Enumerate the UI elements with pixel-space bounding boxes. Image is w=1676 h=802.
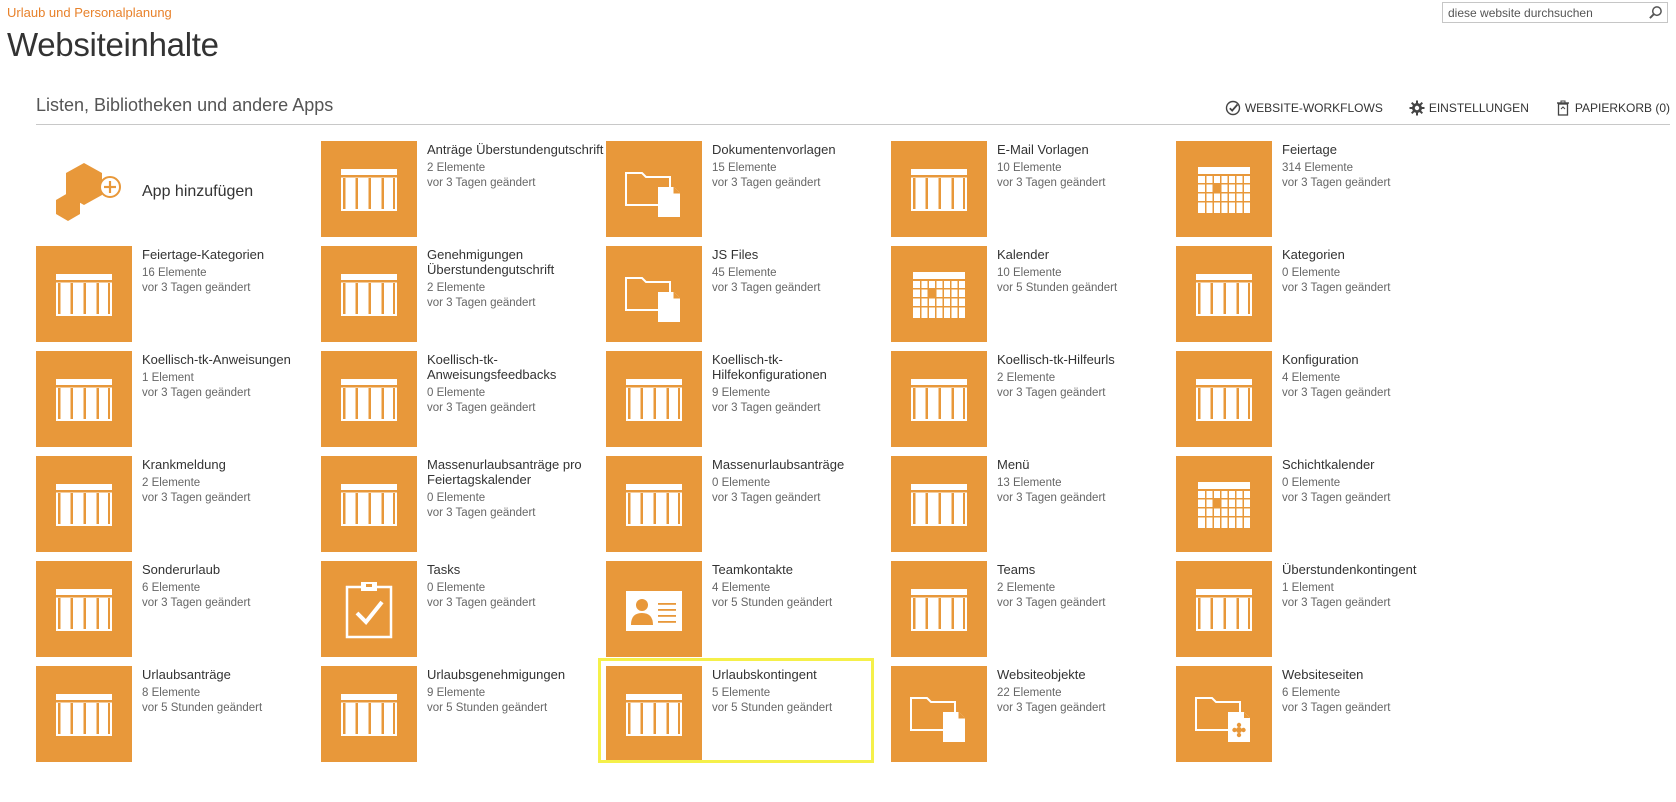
app-tile-modified: vor 3 Tagen geändert (427, 402, 536, 414)
app-tile-modified: vor 3 Tagen geändert (142, 492, 251, 504)
settings-label: EINSTELLUNGEN (1428, 101, 1529, 115)
app-tile-modified: vor 3 Tagen geändert (427, 597, 536, 609)
search-icon[interactable] (1648, 5, 1663, 20)
page-title: Websiteinhalte (7, 26, 219, 63)
app-tile-title[interactable]: Websiteseiten (1282, 667, 1364, 682)
recycle-bin-label: PAPIERKORB (0) (1574, 101, 1670, 115)
app-tile-modified: vor 3 Tagen geändert (997, 702, 1106, 714)
app-tile-websiteseiten[interactable] (1176, 666, 1476, 766)
app-tile-konfiguration[interactable] (1176, 351, 1476, 451)
app-tile-modified: vor 5 Stunden geändert (427, 702, 548, 714)
app-tile-title[interactable]: Urlaubsanträge (142, 667, 231, 682)
app-tile-item-count: 22 Elemente (997, 687, 1062, 699)
app-tile-item-count: 2 Elemente (997, 372, 1056, 384)
list-icon[interactable] (606, 456, 702, 552)
app-tile-modified: vor 3 Tagen geändert (1282, 177, 1391, 189)
list-icon[interactable] (606, 666, 702, 762)
list-icon[interactable] (891, 351, 987, 447)
recycle-bin-button[interactable] (1555, 100, 1670, 116)
app-tile-title[interactable]: Massenurlaubsanträge (712, 457, 845, 472)
search-box[interactable] (1442, 2, 1668, 23)
list-icon[interactable] (1176, 246, 1272, 342)
contacts-icon[interactable] (606, 561, 702, 657)
app-tile-modified: vor 3 Tagen geändert (997, 387, 1106, 399)
app-tile-antraege-ueberstundengutschrift[interactable] (321, 141, 621, 241)
app-tile-e-mail-vorlagen[interactable] (891, 141, 1191, 241)
add-app-label: App hinzufügen (142, 183, 254, 200)
app-tile-item-count: 6 Elemente (142, 582, 201, 594)
site-title-link[interactable]: Urlaub und Personalplanung (7, 5, 172, 20)
app-tile-modified: vor 5 Stunden geändert (997, 282, 1118, 294)
app-tile-modified: vor 3 Tagen geändert (1282, 702, 1391, 714)
app-tile-item-count: 2 Elemente (142, 477, 201, 489)
tasks-icon[interactable] (321, 561, 417, 657)
app-tile-js-files[interactable] (606, 246, 906, 346)
app-tile-title[interactable]: Dokumentenvorlagen (712, 142, 836, 157)
list-icon[interactable] (36, 666, 132, 762)
document-library-icon[interactable] (891, 666, 987, 762)
app-tile-item-count: 0 Elemente (427, 492, 486, 504)
app-tile-modified: vor 5 Stunden geändert (712, 702, 833, 714)
app-tile-item-count: 0 Elemente (427, 582, 486, 594)
app-tile-modified: vor 3 Tagen geändert (997, 177, 1106, 189)
app-tile-item-count: 2 Elemente (427, 282, 486, 294)
app-tile-item-count: 1 Element (142, 372, 194, 384)
recycle-bin-icon (1555, 100, 1571, 116)
app-tile-item-count: 0 Elemente (1282, 267, 1341, 279)
add-app-icon (54, 159, 122, 227)
app-tile-item-count: 10 Elemente (997, 162, 1062, 174)
app-tile-koellisch-tk-hilfekonfigurationen[interactable] (606, 351, 906, 451)
app-tile-teamkontakte[interactable] (606, 561, 906, 661)
app-tile-title[interactable]: Anträge Überstundengutschrift (427, 142, 604, 157)
section-toolbar (1225, 100, 1670, 116)
app-tile-title[interactable]: Genehmigungen Überstundengutschrift (427, 247, 555, 277)
app-tile-title[interactable]: Feiertage (1282, 142, 1337, 157)
list-icon[interactable] (321, 141, 417, 237)
app-tile-massenurlaubsantraege[interactable] (606, 456, 906, 556)
app-tile-modified: vor 3 Tagen geändert (997, 597, 1106, 609)
list-icon[interactable] (1176, 351, 1272, 447)
add-app-tile[interactable] (36, 141, 316, 241)
app-tile-modified: vor 3 Tagen geändert (427, 507, 536, 519)
app-tile-modified: vor 5 Stunden geändert (712, 597, 833, 609)
workflow-check-icon (1225, 100, 1241, 116)
app-tile-item-count: 4 Elemente (1282, 372, 1341, 384)
app-tile-modified: vor 3 Tagen geändert (1282, 492, 1391, 504)
document-library-icon[interactable] (606, 246, 702, 342)
app-tile-title[interactable]: Massenurlaubsanträge pro Feiertagskalender (427, 457, 582, 487)
app-tile-teams[interactable] (891, 561, 1191, 661)
document-library-icon[interactable] (606, 141, 702, 237)
app-tile-modified: vor 3 Tagen geändert (997, 492, 1106, 504)
calendar-icon[interactable] (1176, 456, 1272, 552)
list-icon[interactable] (891, 561, 987, 657)
app-tile-modified: vor 3 Tagen geändert (1282, 282, 1391, 294)
app-tile-title[interactable]: Überstundenkontingent (1282, 562, 1417, 577)
app-tile-modified: vor 3 Tagen geändert (1282, 597, 1391, 609)
app-tile-title[interactable]: Krankmeldung (142, 457, 226, 472)
site-pages-icon[interactable] (1176, 666, 1272, 762)
app-tile-feiertage[interactable] (1176, 141, 1476, 241)
app-tile-koellisch-tk-anweisungen[interactable] (36, 351, 336, 451)
calendar-icon[interactable] (891, 246, 987, 342)
app-tile-krankmeldung[interactable] (36, 456, 336, 556)
settings-button[interactable] (1409, 100, 1529, 116)
app-tile-title[interactable]: Urlaubskontingent (712, 667, 817, 682)
app-tile-modified: vor 3 Tagen geändert (427, 177, 536, 189)
app-tile-kategorien[interactable] (1176, 246, 1476, 346)
app-tile-massenurlaubsantraege-pro-feiertagskalender[interactable] (321, 456, 621, 556)
app-tile-genehmigungen-ueberstundengutschrift[interactable] (321, 246, 621, 346)
app-tile-item-count: 0 Elemente (1282, 477, 1341, 489)
app-tile-title[interactable]: Menü (997, 457, 1030, 472)
app-tile-title[interactable]: Websiteobjekte (997, 667, 1086, 682)
app-tile-title[interactable]: Kalender (997, 247, 1050, 262)
app-tile-sonderurlaub[interactable] (36, 561, 336, 661)
section-title: Listen, Bibliotheken und andere Apps (36, 95, 334, 115)
list-icon[interactable] (321, 351, 417, 447)
list-icon[interactable] (36, 456, 132, 552)
list-icon[interactable] (321, 246, 417, 342)
app-tile-item-count: 2 Elemente (997, 582, 1056, 594)
app-tile-kalender[interactable] (891, 246, 1191, 346)
search-input[interactable] (1443, 3, 1643, 22)
app-tile-item-count: 8 Elemente (142, 687, 201, 699)
app-tile-title[interactable]: Schichtkalender (1282, 457, 1375, 472)
app-tile-item-count: 2 Elemente (427, 162, 486, 174)
app-tile-item-count: 6 Elemente (1282, 687, 1341, 699)
app-tile-item-count: 0 Elemente (712, 477, 771, 489)
list-icon[interactable] (36, 351, 132, 447)
list-icon[interactable] (36, 561, 132, 657)
app-tile-title[interactable]: Kategorien (1282, 247, 1345, 262)
app-tile-modified: vor 3 Tagen geändert (1282, 387, 1391, 399)
list-icon[interactable] (891, 456, 987, 552)
app-tile-modified: vor 3 Tagen geändert (712, 492, 821, 504)
list-icon[interactable] (606, 351, 702, 447)
app-tile-schichtkalender[interactable] (1176, 456, 1476, 556)
app-tile-modified: vor 3 Tagen geändert (427, 297, 536, 309)
app-tile-title[interactable]: Koellisch-tk-Anweisungen (142, 352, 291, 367)
app-tile-title[interactable]: Feiertage-Kategorien (142, 247, 265, 262)
website-workflows-button[interactable] (1225, 100, 1383, 116)
app-tile-item-count: 0 Elemente (427, 387, 486, 399)
app-tile-item-count: 13 Elemente (997, 477, 1062, 489)
app-tile-modified: vor 3 Tagen geändert (142, 597, 251, 609)
list-icon[interactable] (1176, 561, 1272, 657)
app-tile-ueberstundenkontingent[interactable] (1176, 561, 1476, 661)
app-tile-title[interactable]: Sonderurlaub (142, 562, 221, 577)
app-tile-title[interactable]: Koellisch-tk-Hilfekonfigurationen (712, 352, 827, 382)
list-icon[interactable] (321, 666, 417, 762)
app-tile-koellisch-tk-hilfeurls[interactable] (891, 351, 1191, 451)
app-tile-item-count: 15 Elemente (712, 162, 777, 174)
app-tile-item-count: 1 Element (1282, 582, 1334, 594)
list-icon[interactable] (36, 246, 132, 342)
list-icon[interactable] (321, 456, 417, 552)
gear-icon (1409, 100, 1425, 116)
app-tile-urlaubsantraege[interactable] (36, 666, 336, 766)
app-tile-modified: vor 5 Stunden geändert (142, 702, 263, 714)
app-tile-modified: vor 3 Tagen geändert (712, 177, 821, 189)
app-tile-modified: vor 3 Tagen geändert (712, 282, 821, 294)
app-tile-item-count: 45 Elemente (712, 267, 777, 279)
app-tile-item-count: 314 Elemente (1282, 162, 1353, 174)
app-tile-title[interactable]: Koellisch-tk-Anweisungsfeedbacks (427, 352, 557, 382)
app-tile-item-count: 4 Elemente (712, 582, 771, 594)
app-tile-title[interactable]: Koellisch-tk-Hilfeurls (997, 352, 1115, 367)
app-tile-tasks[interactable] (321, 561, 621, 661)
app-tile-modified: vor 3 Tagen geändert (142, 387, 251, 399)
app-tile-menue[interactable] (891, 456, 1191, 556)
app-tile-title[interactable]: Urlaubsgenehmigungen (427, 667, 566, 682)
app-tile-title[interactable]: JS Files (712, 247, 759, 262)
app-tile-urlaubskontingent[interactable] (606, 666, 906, 766)
app-tile-item-count: 10 Elemente (997, 267, 1062, 279)
app-tile-item-count: 16 Elemente (142, 267, 207, 279)
app-tile-title[interactable]: Konfiguration (1282, 352, 1359, 367)
app-tile-modified: vor 3 Tagen geändert (142, 282, 251, 294)
app-tile-title[interactable]: Teamkontakte (712, 562, 793, 577)
section-divider (36, 124, 1670, 125)
app-tile-title[interactable]: Teams (997, 562, 1036, 577)
app-tile-item-count: 5 Elemente (712, 687, 771, 699)
app-tile-title[interactable]: Tasks (427, 562, 461, 577)
app-tile-item-count: 9 Elemente (427, 687, 486, 699)
app-tile-urlaubsgenehmigungen[interactable] (321, 666, 621, 766)
website-workflows-label: WEBSITE-WORKFLOWS (1244, 101, 1383, 115)
app-tile-feiertage-kategorien[interactable] (36, 246, 336, 346)
app-tile-title[interactable]: E-Mail Vorlagen (997, 142, 1089, 157)
app-tile-websiteobjekte[interactable] (891, 666, 1191, 766)
app-tile-koellisch-tk-anweisungsfeedbacks[interactable] (321, 351, 621, 451)
app-tile-item-count: 9 Elemente (712, 387, 771, 399)
app-tile-dokumentenvorlagen[interactable] (606, 141, 906, 241)
list-icon[interactable] (891, 141, 987, 237)
app-tile-modified: vor 3 Tagen geändert (712, 402, 821, 414)
calendar-icon[interactable] (1176, 141, 1272, 237)
